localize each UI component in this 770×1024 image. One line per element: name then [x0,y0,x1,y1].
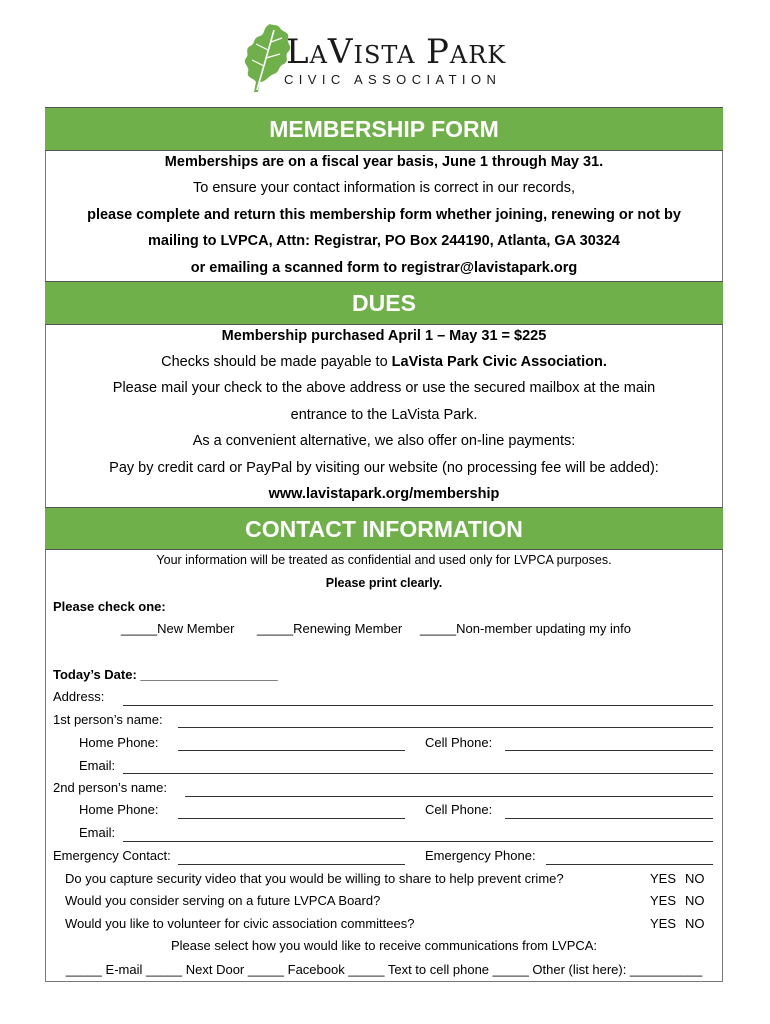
question-1-no[interactable]: NO [685,871,705,886]
contact-heading: CONTACT INFORMATION [45,507,723,550]
check-one-label: Please check one: [53,599,166,614]
print-clearly-note: Please print clearly. [325,576,443,590]
logo-wordmark: LAVISTA PARK [286,32,507,72]
question-security-video: Do you capture security video that you would be willing to share to help prevent crime? [65,871,564,886]
dues-heading: DUES [45,281,723,325]
option-non-member[interactable]: _____Non-member updating my info [420,621,632,636]
option-new-member[interactable]: _____New Member [121,621,235,636]
address-label: Address: [53,689,105,704]
second-home-phone-field[interactable] [178,818,405,819]
first-person-name-field[interactable] [178,727,713,728]
emergency-phone-field[interactable] [546,864,713,865]
second-home-phone-label: Home Phone: [79,802,159,817]
logo-subtitle: CIVIC ASSOCIATION [284,72,502,87]
question-2-no[interactable]: NO [685,893,705,908]
communications-prompt: Please select how you would like to receive communications from LVPCA: [170,938,598,953]
dues-line-6: Pay by credit card or PayPal by visiting our website (no processing fee will be added): [109,460,659,476]
question-3-yes[interactable]: YES [650,916,677,931]
membership-line-3: please complete and return this membership form whether joining, renewing or not by [87,207,681,223]
second-email-label: Email: [79,825,116,840]
membership-line-1: Memberships are on a fiscal year basis, June 1 through May 31. [164,154,604,170]
membership-heading: MEMBERSHIP FORM [45,107,723,151]
second-cell-phone-label: Cell Phone: [425,802,493,817]
question-1-yes[interactable]: YES [650,871,677,886]
emergency-phone-label: Emergency Phone: [425,848,536,863]
communications-options[interactable]: _____ E-mail _____ Next Door _____ Facebook _____ Text to cell phone _____ Other (list here): __________ [65,962,703,977]
first-email-field[interactable] [123,773,713,774]
membership-line-5: or emailing a scanned form to registrar@lavistapark.org [190,260,578,276]
first-home-phone-field[interactable] [178,750,405,751]
first-home-phone-label: Home Phone: [79,735,159,750]
question-3-no[interactable]: NO [685,916,705,931]
option-renewing-member[interactable]: _____Renewing Member [257,621,403,636]
membership-website-link[interactable]: www.lavistapark.org/membership [268,486,500,502]
address-field[interactable] [123,705,713,706]
question-volunteer: Would you like to volunteer for civic association committees? [65,916,415,931]
membership-line-2: To ensure your contact information is correct in our records, [193,180,575,196]
first-person-label: 1st person’s name: [53,712,163,727]
second-person-name-field[interactable] [185,796,713,797]
second-email-field[interactable] [123,841,713,842]
dues-line-5: As a convenient alternative, we also offer on-line payments: [192,433,576,449]
dues-line-4: entrance to the LaVista Park. [290,407,478,423]
first-email-label: Email: [79,758,116,773]
second-cell-phone-field[interactable] [505,818,713,819]
emergency-contact-label: Emergency Contact: [53,848,171,863]
emergency-contact-field[interactable] [178,864,405,865]
confidential-note: Your information will be treated as confidential and used only for LVPCA purposes. [156,553,612,567]
dues-line-1: Membership purchased April 1 – May 31 = $225 [221,328,547,344]
dues-line-3: Please mail your check to the above address or use the secured mailbox at the main [112,380,656,396]
lavista-park-logo [240,22,540,94]
question-2-yes[interactable]: YES [650,893,677,908]
second-person-label: 2nd person’s name: [53,780,167,795]
todays-date-field[interactable]: Today’s Date: ___________________ [53,667,278,682]
question-board: Would you consider serving on a future LVPCA Board? [65,893,381,908]
first-cell-phone-label: Cell Phone: [425,735,493,750]
membership-line-4: mailing to LVPCA, Attn: Registrar, PO Box 244190, Atlanta, GA 30324 [148,233,620,249]
dues-line-2: Checks should be made payable to LaVista Park Civic Association. [161,354,607,370]
first-cell-phone-field[interactable] [505,750,713,751]
